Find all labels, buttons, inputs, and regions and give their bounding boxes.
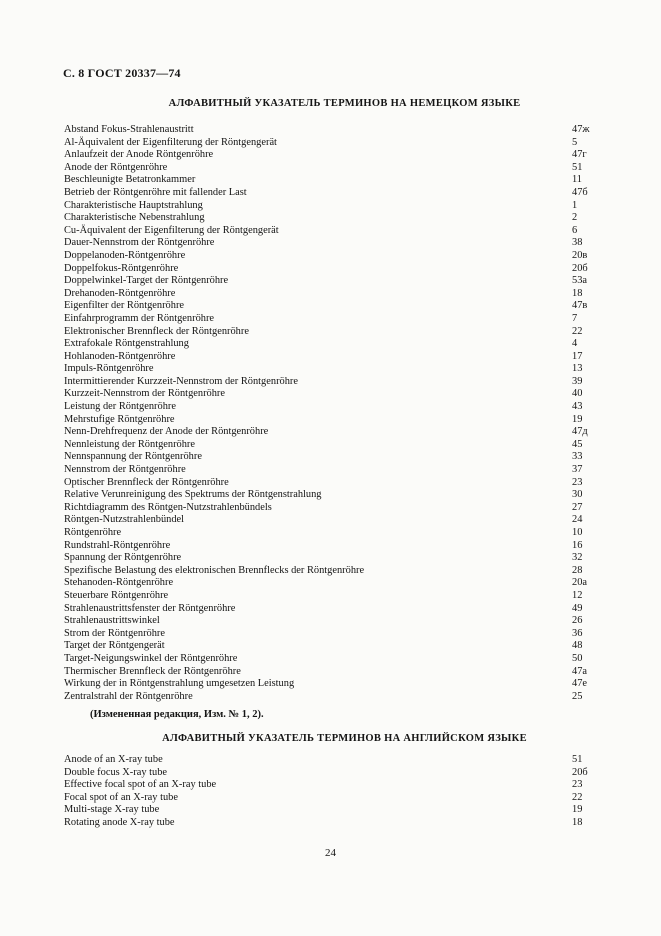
index-entry: [64, 439, 584, 452]
index-term: Richtdiagramm des Röntgen-Nutzstrahlenbündels: [64, 501, 272, 513]
index-term-number: 5: [572, 136, 578, 148]
index-term-number: 32: [572, 552, 583, 564]
index-term: Stehanoden-Röntgenröhre: [64, 577, 174, 589]
index-entry: [64, 678, 588, 691]
index-term: Strahlenaustrittswinkel: [64, 615, 160, 627]
index-term: Kurzzeit-Nennstrom der Röntgenröhre: [64, 388, 225, 400]
index-entry: [64, 401, 584, 414]
index-entry: [64, 615, 584, 628]
index-term-number: 30: [572, 489, 583, 501]
index-entry: [64, 288, 584, 301]
index-term-number: 38: [572, 237, 583, 249]
index-term: Nenn-Drehfrequenz der Anode der Röntgenröhre: [64, 426, 269, 438]
index-entry: [64, 817, 584, 830]
index-term-number: 47е: [572, 678, 588, 690]
index-entry: [64, 326, 584, 339]
index-term-number: 45: [572, 438, 583, 450]
index-entry: [64, 363, 584, 376]
index-term-number: 12: [572, 589, 583, 601]
index-term: Strahlenaustrittsfenster der Röntgenröhre: [64, 602, 236, 614]
index-term-number: 20б: [572, 262, 588, 274]
index-term: Charakteristische Hauptstrahlung: [64, 199, 203, 211]
index-term-number: 22: [572, 325, 583, 337]
index-entry: [64, 186, 588, 200]
index-term-number: 33: [572, 451, 583, 463]
english-term-list: [64, 754, 588, 830]
index-entry: [64, 766, 588, 780]
index-entry: [64, 174, 584, 187]
index-term: Einfahrprogramm der Röntgenröhre: [64, 312, 215, 324]
index-entry: [64, 376, 584, 389]
index-term-number: 23: [572, 476, 583, 488]
index-entry: [64, 414, 584, 427]
index-entry: [64, 212, 584, 225]
index-term: Intermittierender Kurzzeit-Nennstrom der Röntgenröhre: [64, 375, 298, 387]
index-term-number: 37: [572, 464, 583, 476]
index-entry: [64, 225, 584, 238]
page-header: С. 8 ГОСТ 20337—74: [63, 66, 181, 80]
index-term: Beschleunigte Betatronkammer: [64, 174, 196, 186]
index-term-number: 2: [572, 212, 578, 224]
index-term-number: 47в: [572, 300, 588, 312]
index-term-number: 47б: [572, 186, 588, 198]
index-entry: [64, 527, 584, 540]
index-entry: [64, 628, 584, 641]
index-term: Nennstrom der Röntgenröhre: [64, 464, 186, 476]
index-term: Dauer-Nennstrom der Röntgenröhre: [64, 237, 215, 249]
index-term-number: 18: [572, 287, 583, 299]
index-term-number: 47ж: [572, 124, 590, 135]
index-term: Elektronischer Brennfleck der Röntgenröhre: [64, 325, 249, 337]
index-entry: [64, 540, 584, 553]
revision-note: (Измененная редакция, Изм. № 1, 2).: [90, 709, 264, 720]
index-term-number: 1: [572, 199, 578, 211]
index-entry: [64, 149, 587, 162]
index-term: Effective focal spot of an X-ray tube: [64, 779, 217, 791]
german-index-title: АЛФАВИТНЫЙ УКАЗАТЕЛЬ ТЕРМИНОВ НА НЕМЕЦКОМ ЯЗЫКЕ: [168, 98, 521, 109]
index-term: Extrafokale Röntgenstrahlung: [64, 338, 189, 350]
index-entry: [64, 804, 584, 817]
index-term-number: 40: [572, 388, 583, 400]
index-term: Target-Neigungswinkel der Röntgenröhre: [64, 652, 238, 664]
index-entry: [64, 665, 588, 679]
index-entry: [64, 464, 584, 477]
index-entry: [64, 565, 584, 578]
index-term-number: 7: [572, 312, 578, 324]
index-term: Leistung der Röntgenröhre: [64, 401, 176, 413]
index-term-number: 39: [572, 375, 583, 387]
index-term-number: 25: [572, 690, 583, 702]
index-entry: [64, 200, 584, 213]
index-entry: [64, 489, 584, 502]
index-entry: [64, 603, 584, 616]
index-term-number: 51: [572, 161, 583, 173]
index-term: Zentralstrahl der Röntgenröhre: [64, 690, 193, 702]
index-term-number: 4: [572, 338, 578, 350]
index-term: Multi-stage X-ray tube: [64, 804, 160, 816]
index-term: Doppelanoden-Röntgenröhre: [64, 249, 186, 261]
index-entry: [64, 275, 588, 288]
index-entry: [64, 124, 590, 137]
index-term-number: 47г: [572, 149, 587, 161]
index-entry: [64, 249, 588, 263]
index-term: Relative Verunreinigung des Spektrums der Röntgenstrahlung: [64, 489, 322, 501]
index-entry: [64, 338, 584, 351]
index-term-number: 19: [572, 804, 583, 816]
index-entry: [64, 451, 584, 464]
index-term: Doppelfokus-Röntgenröhre: [64, 262, 179, 274]
index-term-number: 16: [572, 539, 583, 551]
index-term-number: 47д: [572, 426, 588, 438]
index-term-number: 24: [572, 514, 583, 526]
index-entry: [64, 653, 584, 666]
index-term: Cu-Äquivalent der Eigenfilterung der Röntgengerät: [64, 224, 279, 236]
index-entry: [64, 262, 588, 276]
index-entry: [64, 137, 584, 150]
index-term: Anlaufzeit der Anode Röntgenröhre: [64, 149, 214, 161]
index-term: Abstand Fokus-Strahlenaustritt: [64, 124, 194, 135]
index-term-number: 51: [572, 754, 583, 765]
index-term: Doppelwinkel-Target der Röntgenröhre: [64, 275, 229, 287]
index-term: Nennspannung der Röntgenröhre: [64, 451, 202, 463]
index-term: Wirkung der in Röntgenstrahlung umgesetzen Leistung: [64, 678, 295, 690]
german-term-list: [64, 124, 590, 703]
index-term-number: 49: [572, 602, 583, 614]
index-term: Spannung der Röntgenröhre: [64, 552, 182, 564]
index-entry: [64, 590, 584, 603]
index-term: Charakteristische Nebenstrahlung: [64, 212, 205, 224]
index-term-number: 17: [572, 350, 583, 362]
index-term-number: 47а: [572, 665, 588, 677]
index-term: Focal spot of an X-ray tube: [64, 791, 178, 803]
index-term-number: 20б: [572, 766, 588, 778]
index-term-number: 36: [572, 627, 583, 639]
index-term-number: 26: [572, 615, 583, 627]
index-entry: [64, 300, 588, 313]
index-term: Spezifische Belastung des elektronischen Brennflecks der Röntgenröhre: [64, 564, 365, 576]
index-entry: [64, 162, 584, 175]
index-term-number: 6: [572, 224, 578, 236]
index-entry: [64, 552, 584, 565]
index-term-number: 50: [572, 652, 583, 664]
index-entry: [64, 388, 584, 401]
index-term: Drehanoden-Röntgenröhre: [64, 287, 176, 299]
index-term: Nennleistung der Röntgenröhre: [64, 438, 196, 450]
index-term: Eigenfilter der Röntgenröhre: [64, 300, 185, 312]
page-number: 24: [325, 847, 336, 859]
index-entry: [64, 351, 584, 364]
index-entry: [64, 779, 584, 792]
index-entry: [64, 792, 584, 805]
index-term-number: 53а: [572, 275, 588, 287]
index-term-number: 18: [572, 816, 583, 828]
english-index-title: АЛФАВИТНЫЙ УКАЗАТЕЛЬ ТЕРМИНОВ НА АНГЛИЙСКОМ ЯЗЫКЕ: [162, 733, 527, 744]
index-entry: [64, 477, 584, 490]
index-term: Al-Äquivalent der Eigenfilterung der Röntgengerät: [64, 136, 277, 148]
index-entry: [64, 640, 584, 653]
index-term: Rundstrahl-Röntgenröhre: [64, 539, 171, 551]
index-term: Mehrstufige Röntgenröhre: [64, 413, 175, 425]
index-entry: [64, 754, 584, 767]
index-term: Double focus X-ray tube: [64, 766, 168, 778]
index-term-number: 20а: [572, 577, 588, 589]
index-term-number: 11: [572, 174, 583, 186]
index-term-number: 19: [572, 413, 583, 425]
index-term-number: 43: [572, 401, 583, 413]
index-term-number: 27: [572, 501, 583, 513]
index-term-number: 22: [572, 791, 583, 803]
index-term: Strom der Röntgenröhre: [64, 627, 165, 639]
index-term: Optischer Brennfleck der Röntgenröhre: [64, 476, 229, 488]
index-entry: [64, 514, 584, 527]
index-entry: [64, 313, 584, 326]
index-term: Thermischer Brennfleck der Röntgenröhre: [64, 665, 241, 677]
index-entry: [64, 691, 584, 704]
index-term-number: 13: [572, 363, 583, 375]
index-entry: [64, 426, 588, 439]
index-term: Steuerbare Röntgenröhre: [64, 589, 169, 601]
index-term-number: 48: [572, 640, 583, 652]
index-term-number: 23: [572, 779, 583, 791]
index-term: Anode der Röntgenröhre: [64, 161, 168, 173]
index-term: Rotating anode X-ray tube: [64, 816, 175, 828]
index-term-number: 20в: [572, 249, 588, 261]
index-entry: [64, 577, 588, 590]
index-term: Röntgen-Nutzstrahlenbündel: [64, 514, 185, 526]
index-term: Impuls-Röntgenröhre: [64, 363, 154, 375]
index-entry: [64, 237, 584, 250]
index-term-number: 10: [572, 527, 583, 538]
index-term: Anode of an X-ray tube: [64, 754, 163, 765]
index-term: Hohlanoden-Röntgenröhre: [64, 350, 176, 362]
index-term-number: 28: [572, 564, 583, 576]
index-term: Target der Röntgengerät: [64, 640, 165, 652]
index-entry: [64, 502, 584, 515]
index-term: Betrieb der Röntgenröhre mit fallender Last: [64, 186, 247, 198]
index-term: Röntgenröhre: [64, 527, 122, 538]
